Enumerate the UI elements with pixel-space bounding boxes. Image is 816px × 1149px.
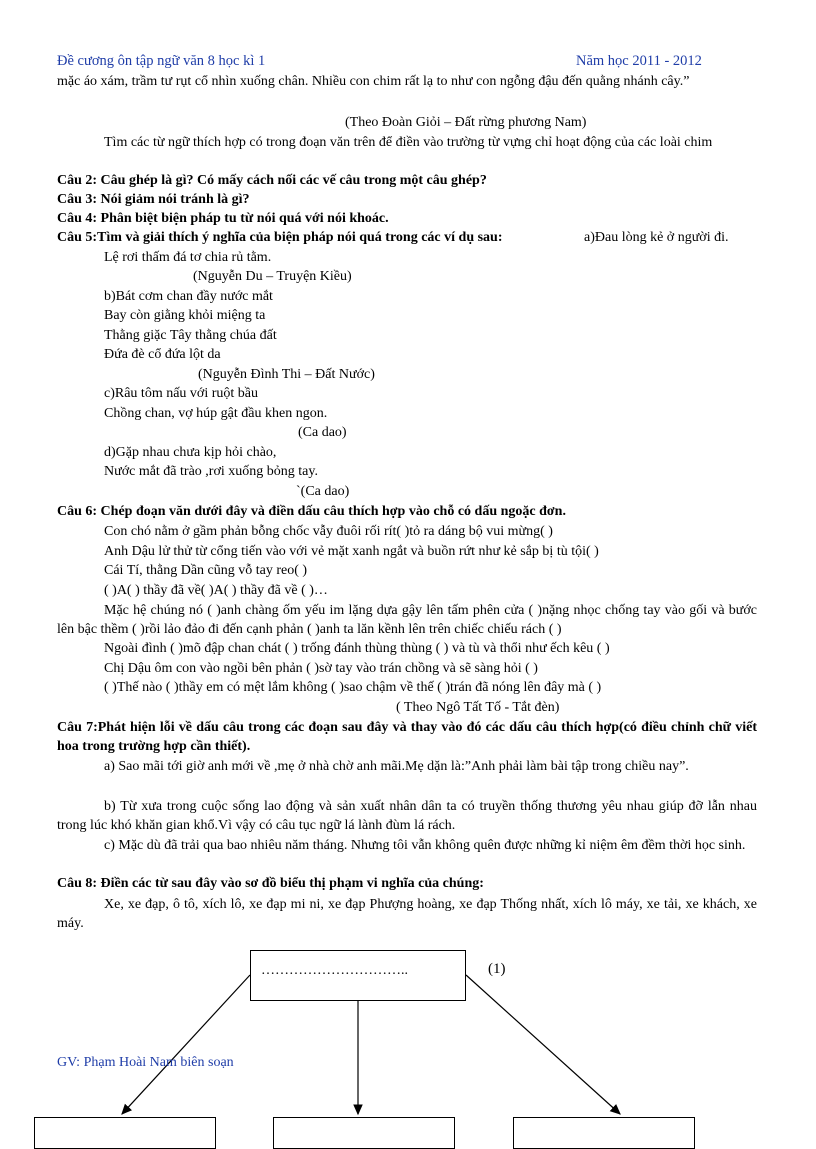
- verse-source: (Nguyễn Đình Thi – Đất Nước): [198, 367, 375, 382]
- question-7-b: b) Từ xưa trong cuộc sống lao động và sản xuất nhân dân ta có truyền thống thương yêu nhau giúp đỡ lẫn nhau trong lúc khó khăn gian khổ.Vì vậy có câu tục ngữ lá lành đùm lá rách.: [57, 799, 757, 833]
- verse-line: Lệ rơi thấm đá tơ chia rủ tằm.: [104, 250, 272, 265]
- question-7-title: Câu 7:Phát hiện lỗi về dấu câu trong các đoạn sau đây và thay vào đó các dấu câu thích hợp(có điều chỉnh chữ viết hoa trong trường hợp cần thiết).: [57, 720, 757, 754]
- question-8-title: Câu 8: Điền các từ sau đây vào sơ đồ biểu thị phạm vi nghĩa của chúng:: [57, 876, 484, 891]
- question-2: Câu 2: Câu ghép là gì? Có mấy cách nối các vế câu trong một câu ghép?: [57, 173, 487, 188]
- diagram-label-1: (1): [488, 961, 506, 977]
- passage-line: Cái Tí, thằng Dần cũng vỗ tay reo( ): [104, 563, 308, 578]
- header-left: Đề cương ôn tập ngữ văn 8 học kì 1: [57, 53, 266, 69]
- verse-line: Chồng chan, vợ húp gật đầu khen ngon.: [104, 406, 328, 421]
- question-6-title: Câu 6: Chép đoạn văn dưới đây và điền dấu câu thích hợp vào chỗ có dấu ngoặc đơn.: [57, 504, 566, 519]
- arrow-left: [122, 975, 250, 1114]
- verse-line: Nước mắt đã trào ,rơi xuống bỏng tay.: [104, 464, 318, 479]
- verse-line: Đứa đè cổ đứa lột da: [104, 347, 221, 362]
- passage-line: Anh Dậu lử thử từ cổng tiến vào với vẻ mặt xanh ngắt và buồn rứt như kẻ sắp bị tù tội( ): [104, 544, 599, 559]
- intro-source: (Theo Đoàn Giỏi – Đất rừng phương Nam): [345, 115, 587, 130]
- verse-line: d)Gặp nhau chưa kịp hỏi chào,: [104, 445, 277, 460]
- header-right: Năm học 2011 - 2012: [576, 53, 702, 69]
- passage-source: ( Theo Ngô Tất Tố - Tắt đèn): [396, 700, 560, 715]
- diagram-box-right: [513, 1117, 695, 1149]
- verse-line: Bay còn giằng khỏi miệng ta: [104, 308, 266, 323]
- question-8-words: Xe, xe đạp, ô tô, xích lô, xe đạp mi ni, xe đạp Phượng hoàng, xe đạp Thống nhất, xích lô máy, xe tải, xe khách, xe máy.: [57, 897, 757, 931]
- verse-line: c)Râu tôm nấu với ruột bầu: [104, 386, 258, 401]
- question-5-title: Câu 5:Tìm và giải thích ý nghĩa của biện pháp nói quá trong các ví dụ sau:: [57, 230, 503, 245]
- question-7-c: c) Mặc dù đã trải qua bao nhiêu năm tháng. Nhưng tôi vẫn không quên được những kỉ niệm êm đềm thời học sinh.: [104, 838, 746, 853]
- verse-source: `(Ca dao): [296, 484, 350, 499]
- intro-text: mặc áo xám, trầm tư rụt cổ nhìn xuống chân. Nhiều con chim rất lạ to như con ngỗng đậu đến quằng nhánh cây.”: [57, 74, 690, 89]
- question-5-a-head: a)Đau lòng kẻ ở người đi.: [584, 230, 729, 245]
- question-4: Câu 4: Phân biệt biện pháp tu từ nói quá với nói khoác.: [57, 211, 389, 226]
- question-7-a: a) Sao mãi tới giờ anh mới về ,mẹ ở nhà chờ anh mãi.Mẹ dặn là:”Anh phải làm bài tập trong chiều nay”.: [104, 759, 689, 774]
- passage-line: Chị Dậu ôm con vào ngồi bên phản ( )sờ tay vào trán chồng và sẽ sàng hỏi ( ): [104, 661, 538, 676]
- passage-line: ( )Thế nào ( )thầy em có mệt lắm không ( )sao chậm về thế ( )trán đã nóng lên đây mà ( ): [104, 680, 602, 695]
- diagram-box-center: [273, 1117, 455, 1149]
- verse-line: Thằng giặc Tây thằng chúa đất: [104, 328, 277, 343]
- passage-line: ( )A( ) thầy đã về( )A( ) thầy đã về ( )…: [104, 583, 328, 598]
- intro-task: Tìm các từ ngữ thích hợp có trong đoạn văn trên để điền vào trường từ vựng chỉ hoạt động của các loài chim: [104, 135, 713, 150]
- diagram-top-box-text: …………………………..: [261, 963, 408, 978]
- diagram-box-left: [34, 1117, 216, 1149]
- question-3: Câu 3: Nói giảm nói tránh là gì?: [57, 192, 250, 207]
- verse-source: (Ca dao): [298, 425, 347, 440]
- passage-line: Ngoài đình ( )mõ đập chan chát ( ) trống đánh thùng thùng ( ) và tù và thổi như ếch kêu ( ): [104, 641, 610, 656]
- passage-paragraph: Mặc hệ chúng nó ( )anh chàng ốm yếu im lặng dựa gậy lên tấm phên cửa ( )nặng nhọc chống tay vào gối và bước lên bậc thềm ( )rồi lảo đảo đi đến cạnh phản ( )anh ta lăn kềnh lên trên chiếc chiếu rách ( ): [57, 603, 757, 637]
- verse-line: b)Bát cơm chan đầy nước mắt: [104, 289, 273, 304]
- arrow-right: [466, 975, 620, 1114]
- footer-author: GV: Phạm Hoài Nam biên soạn: [57, 1055, 234, 1070]
- passage-line: Con chó nằm ở gầm phản bỗng chốc vẫy đuôi rối rít( )tỏ ra dáng bộ vui mừng( ): [104, 524, 553, 539]
- verse-source: (Nguyễn Du – Truyện Kiều): [193, 269, 352, 284]
- diagram-top-box: [250, 950, 466, 1001]
